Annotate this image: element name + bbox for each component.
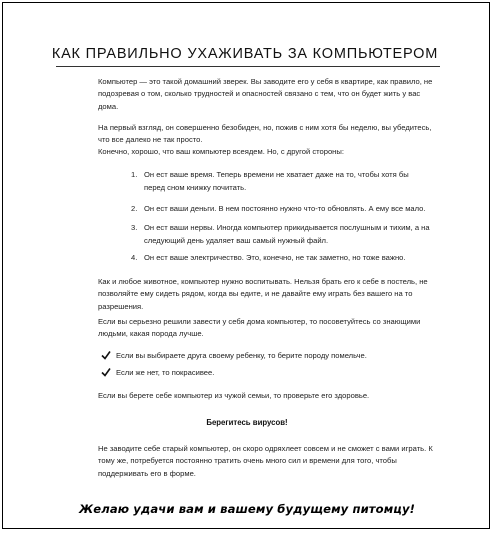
checkmark-icon [101, 350, 111, 360]
intro-paragraph: Компьютер — это такой домашний зверек. Вы заводите его у себя в квартире, как правило, не подозревая о том, сколько трудностей и опасностей связано с тем, что он будет жить у вас дома. [98, 77, 433, 111]
like-any-animal-paragraph: Как и любое животное, компьютер нужно воспитывать. Нельзя брать его к себе в постель, не позволяйте ему сидеть рядом, когда вы едите, и не давайте ему играть без вашего на то разрешения. [98, 277, 428, 311]
closing-line: Желаю удачи вам и вашему будущему питомцу! [78, 502, 416, 516]
document-title: КАК ПРАВИЛЬНО УХАЖИВАТЬ ЗА КОМПЬЮТЕРОМ [51, 46, 439, 62]
of-course-paragraph: Конечно, хорошо, что ваш компьютер всеядем. Но, с другой стороны: [98, 147, 344, 156]
old-computer-paragraph: Не заводите себе старый компьютер, он скоро одряхлеет совсем и не сможет с вами играть. К тому же, потребуется постоянно тратить очень много сил и времени для того, чтобы поддерживать его в форме. [98, 444, 433, 478]
first-glance-paragraph: На первый взгляд, он совершенно безобиден, но, пожив с ним хотя бы неделю, вы убедитесь, что все далеко не так просто. [98, 123, 432, 145]
beware-viruses-heading: Берегитесь вирусов! [206, 418, 288, 427]
title-underline [56, 66, 440, 67]
foreign-family-paragraph: Если вы берете себе компьютер из чужой семьи, то проверьте его здоровье. [98, 391, 370, 400]
if-serious-paragraph: Если вы серьезно решили завести у себя дома компьютер, то посоветуйтесь со знающими людьми, какая порода лучше. [98, 317, 421, 339]
checkmark-icon [101, 367, 111, 377]
